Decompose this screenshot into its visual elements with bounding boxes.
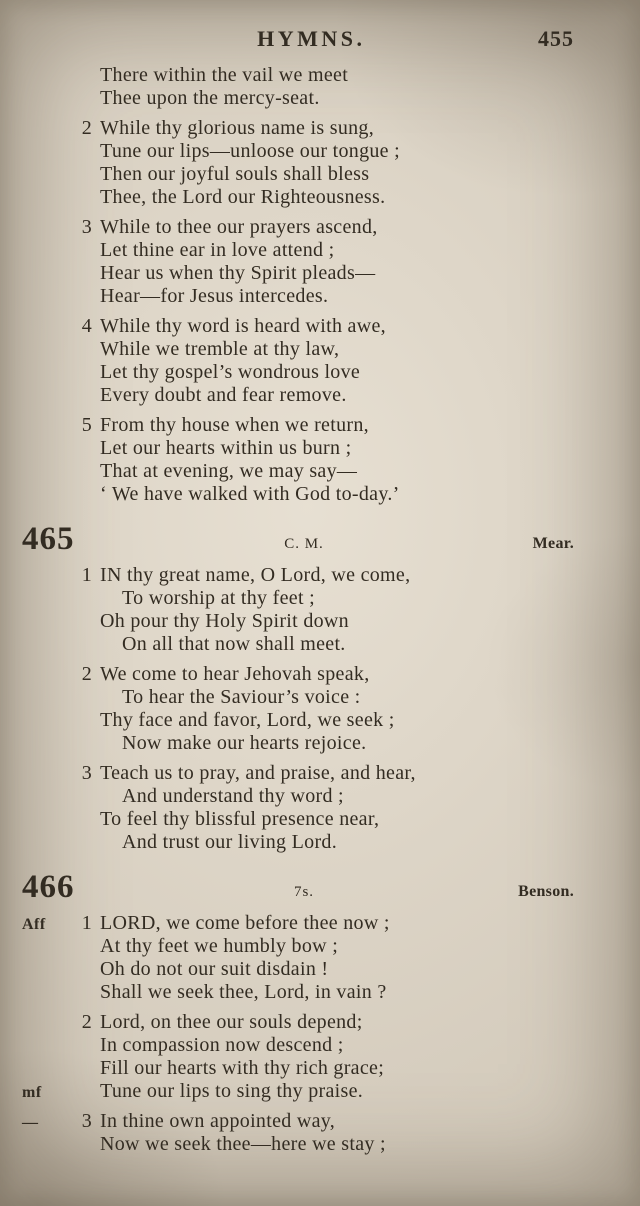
hymn-line: Thy face and favor, Lord, we seek ; <box>100 709 395 731</box>
hymn-heading <box>22 861 574 905</box>
stanza-number: 2 <box>81 1011 92 1033</box>
hymn-line-text: Tune our lips to sing thy praise. <box>100 1080 364 1102</box>
stanza <box>74 117 574 209</box>
stanza <box>74 64 574 110</box>
hymn-line: While to thee our prayers ascend, <box>100 216 378 238</box>
stanza-number: 4 <box>81 315 92 337</box>
stanza <box>22 1110 574 1156</box>
hymn-line: Oh do not our suit disdain ! <box>100 958 329 980</box>
hymn-line: Hear—for Jesus intercedes. <box>100 285 329 307</box>
hymn-line: While thy word is heard with awe, <box>100 315 386 337</box>
hymn-line: Let our hearts within us burn ; <box>100 437 352 459</box>
expression-mark: mf <box>22 1084 42 1101</box>
hymn-section-continued <box>74 64 574 506</box>
hymn-heading <box>22 513 574 557</box>
stanza-number: 5 <box>81 414 92 436</box>
hymn-line: Now we seek thee—here we stay ; <box>100 1133 386 1155</box>
page-number: 455 <box>538 26 574 51</box>
hymn-line: Tune our lips—unloose our tongue ; <box>100 140 401 162</box>
meter-label: 7s. <box>293 884 315 900</box>
hymn-line: That at evening, we may say— <box>100 460 358 482</box>
hymn-line: There within the vail we meet <box>100 64 349 86</box>
tune-name: Benson. <box>518 883 574 900</box>
hymn-line <box>22 1080 574 1103</box>
hymn-line <box>22 1110 574 1133</box>
hymn-line: Let thy gospel’s wondrous love <box>100 361 361 383</box>
hymn-number: 465 <box>22 521 75 557</box>
hymn-line: On all that now shall meet. <box>122 633 346 655</box>
stanza-number: 2 <box>81 663 92 685</box>
hymn-line: While thy glorious name is sung, <box>100 117 375 139</box>
hymn-line: IN thy great name, O Lord, we come, <box>100 564 411 586</box>
stanza <box>74 663 574 755</box>
stanza-number: 2 <box>81 117 92 139</box>
expression-mark: — <box>22 1114 39 1131</box>
hymn-line: And understand thy word ; <box>122 785 344 807</box>
page-header <box>0 26 640 58</box>
hymn-line: ‘ We have walked with God to-day.’ <box>100 483 400 505</box>
stanza-number: 3 <box>81 1110 92 1132</box>
hymn-line: Let thine ear in love attend ; <box>100 239 335 261</box>
hymn-line: While we tremble at thy law, <box>100 338 340 360</box>
hymn-line <box>22 912 574 935</box>
hymn-line: Thee upon the mercy-seat. <box>100 87 320 109</box>
hymn-line: Lord, on thee our souls depend; <box>100 1011 363 1033</box>
tune-name: Mear. <box>532 535 574 552</box>
stanza <box>74 414 574 506</box>
hymn-line: Now make our hearts rejoice. <box>122 732 367 754</box>
hymn-line: From thy house when we return, <box>100 414 369 436</box>
stanza <box>74 216 574 308</box>
stanza-number: 1 <box>81 564 92 586</box>
hymn-section-466 <box>22 861 574 1156</box>
stanza <box>22 1011 574 1103</box>
hymn-line: Then our joyful souls shall bless <box>100 163 370 185</box>
expression-mark: Aff <box>22 916 46 933</box>
stanza-number <box>74 64 100 110</box>
hymn-line: We come to hear Jehovah speak, <box>100 663 370 685</box>
stanza <box>74 315 574 407</box>
hymn-line: Oh pour thy Holy Spirit down <box>100 610 349 632</box>
hymn-line: In compassion now descend ; <box>100 1034 344 1056</box>
stanza <box>74 762 574 854</box>
hymn-line: To worship at thy feet ; <box>122 587 315 609</box>
hymn-line: Fill our hearts with thy rich grace; <box>100 1057 385 1079</box>
hymn-section-465 <box>22 513 574 854</box>
stanza-number: 3 <box>81 762 92 784</box>
hymn-line: At thy feet we humbly bow ; <box>100 935 339 957</box>
stanza <box>74 564 574 656</box>
hymn-line-text: In thine own appointed way, <box>100 1110 336 1132</box>
hymn-line: To feel thy blissful presence near, <box>100 808 380 830</box>
hymn-number: 466 <box>22 869 75 905</box>
hymn-line: Thee, the Lord our Righteousness. <box>100 186 386 208</box>
stanza-number: 3 <box>81 216 92 238</box>
hymn-line: Hear us when thy Spirit pleads— <box>100 262 376 284</box>
hymn-line: Shall we seek thee, Lord, in vain ? <box>100 981 387 1003</box>
stanza-number: 1 <box>81 912 92 934</box>
hymn-line: Every doubt and fear remove. <box>100 384 347 406</box>
stanza <box>22 912 574 1004</box>
page-title: HYMNS. <box>257 26 366 51</box>
hymn-line: And trust our living Lord. <box>122 831 338 853</box>
hymn-line-text: LORD, we come before thee now ; <box>100 912 390 934</box>
meter-label: C. M. <box>284 536 324 552</box>
hymn-line: To hear the Saviour’s voice : <box>122 686 361 708</box>
page-content <box>22 64 574 1163</box>
hymn-line: Teach us to pray, and praise, and hear, <box>100 762 416 784</box>
